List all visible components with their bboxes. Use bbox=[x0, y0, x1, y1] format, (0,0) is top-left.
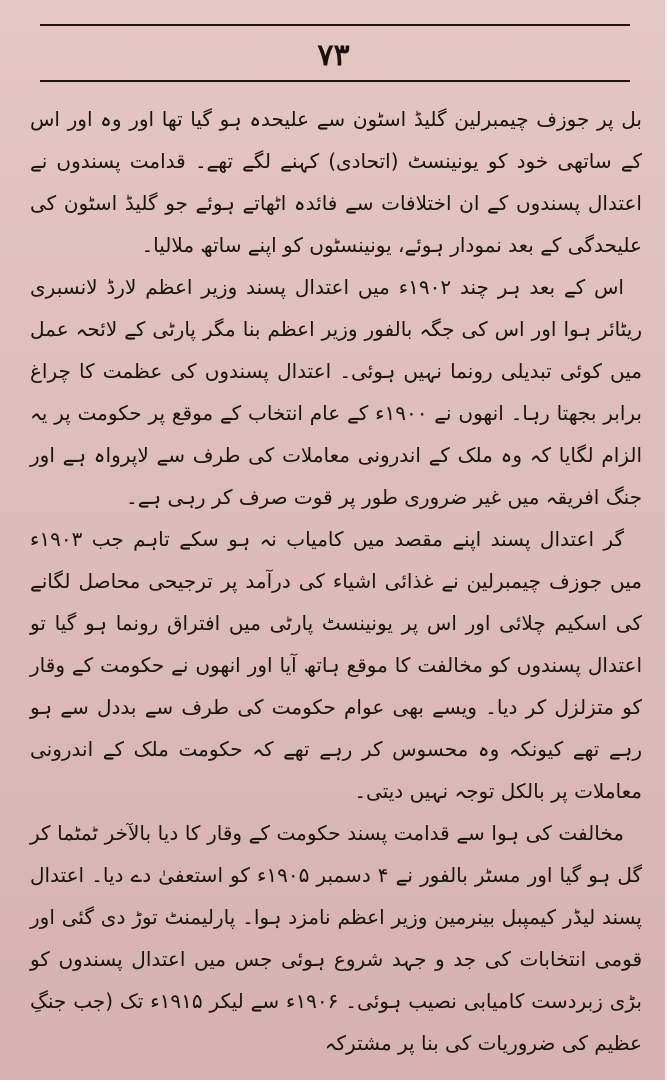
page-number: ۷۳ bbox=[317, 38, 350, 73]
paragraph-1: بل پر جوزف چیمبرلین گلیڈ اسٹون سے علیحدہ ہو گیا تھا اور وہ اور اس کے ساتھی خود کو یونینسٹ (اتحادی) کہنے لگے تھے۔ قدامت پسندوں نے اعتدال پسندوں کے ان اختلافات سے فائدہ اٹھاتے ہوئے جو گلیڈ اسٹون کی علیحدگی کے بعد نمودار ہوئے، یونینسٹوں کو اپنے ساتھ ملالیا۔ bbox=[30, 107, 642, 257]
page-body-text bbox=[30, 98, 642, 1068]
header-rule-bottom bbox=[40, 80, 630, 82]
paragraph-2: اس کے بعد ہر چند ۱۹۰۲ء میں اعتدال پسند وزیر اعظم لارڈ لانسبری ریٹائر ہوا اور اس کی جگہ بالفور وزیر اعظم بنا مگر پارٹی کے لائحہ عمل میں کوئی تبدیلی رونما نہیں ہوئی۔ اعتدال پسندوں کی عظمت کا چراغ برابر بجھتا رہا۔ انھوں نے ۱۹۰۰ء کے عام انتخاب کے موقع پر حکومت پر یہ الزام لگایا کہ وہ ملک کے اندرونی معاملات کی طرف سے لاپرواہ ہے اور جنگ افریقہ میں غیر ضروری طور پر قوت صرف کر رہی ہے۔ bbox=[30, 275, 642, 509]
header-rule-top bbox=[40, 24, 630, 26]
paragraph-3: گر اعتدال پسند اپنے مقصد میں کامیاب نہ ہو سکے تاہم جب ۱۹۰۳ء میں جوزف چیمبرلین نے غذائی اشیاء کی درآمد پر ترجیحی محاصل لگانے کی اسکیم چلائی اور اس پر یونینسٹ پارٹی میں افتراق رونما ہو گیا تو اعتدال پسندوں کو مخالفت کا موقع ہاتھ آیا اور انھوں نے حکومت کے وقار کو متزلزل کر دیا۔ ویسے بھی عوام حکومت کی طرف سے بددل سے ہو رہے تھے کیونکہ وہ محسوس کر رہے تھے کہ حکومت ملک کے اندرونی معاملات پر بالکل توجہ نہیں دیتی۔ bbox=[30, 527, 642, 803]
paragraph-4: مخالفت کی ہوا سے قدامت پسند حکومت کے وقار کا دیا بالآخر ٹمٹما کر گل ہو گیا اور مسٹر بالفور نے ۴ دسمبر ۱۹۰۵ء کو استعفیٰ دے دیا۔ اعتدال پسند لیڈر کیمپبل بینرمین وزیر اعظم نامزد ہوا۔ پارلیمنٹ توڑ دی گئی اور قومی انتخابات کی جد و جہد شروع ہوئی جس میں اعتدال پسندوں کو بڑی زبردست کامیابی نصیب ہوئی۔ ۱۹۰۶ء سے لیکر ۱۹۱۵ء تک (جب جنگِ عظیم کی ضروریات کی بنا پر مشترکہ bbox=[30, 821, 643, 1055]
